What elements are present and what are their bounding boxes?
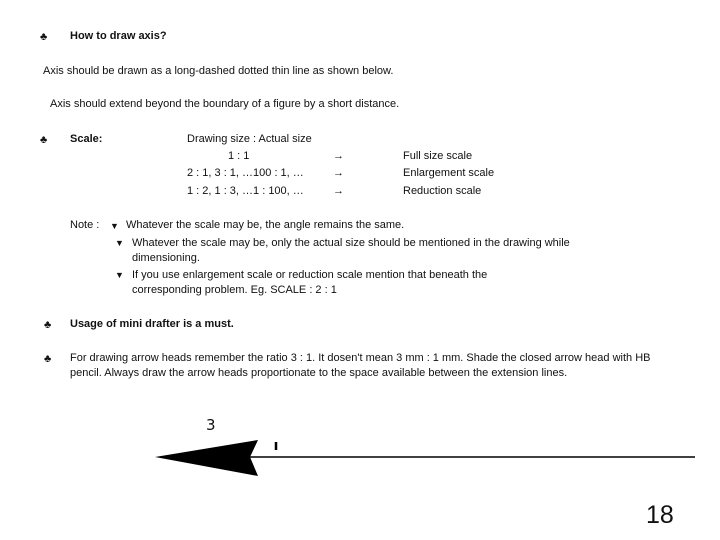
arrow-icon: → — [333, 150, 344, 162]
scale-ratio-full: 1 : 1 — [228, 150, 250, 162]
arrow-heads-text: For drawing arrow heads remember the ratio 3 : 1. It dosen't mean 3 mm : 1 mm. Shade the closed arrow head with HB pencil. Always draw the arrow heads proportionate to the space available between the extension lines. — [70, 352, 651, 379]
mini-drafter-text: Usage of mini drafter is a must. — [70, 318, 234, 330]
note-label: Note : — [70, 219, 100, 231]
scale-header: Drawing size : Actual size — [187, 133, 312, 145]
arrow-head-figure — [150, 430, 700, 490]
triangle-bullet-icon: ▼ — [115, 238, 124, 248]
note-item-1: Whatever the scale may be, the angle remains the same. — [126, 219, 405, 231]
axis-heading: How to draw axis? — [70, 30, 167, 42]
scale-label: Scale: — [70, 133, 103, 145]
triangle-bullet-icon: ▼ — [110, 221, 119, 231]
club-bullet-icon: ♣ — [40, 134, 48, 146]
note-item-3: If you use enlargement scale or reduction scale mention that beneath the corresponding problem. Eg. SCALE : 2 : 1 — [132, 269, 488, 296]
club-bullet-icon: ♣ — [40, 31, 48, 43]
arrow-icon: → — [333, 185, 344, 197]
scale-name-full: Full size scale — [403, 150, 473, 162]
scale-ratio-enlarge: 2 : 1, 3 : 1, …100 : 1, … — [187, 167, 304, 179]
scale-name-reduce: Reduction scale — [403, 185, 482, 197]
axis-line-1: Axis should be drawn as a long-dashed dotted thin line as shown below. — [43, 65, 394, 77]
arrow-icon: → — [333, 167, 344, 179]
axis-line-2: Axis should extend beyond the boundary of a figure by a short distance. — [50, 98, 400, 110]
closed-arrow-head — [155, 440, 258, 476]
scale-name-enlarge: Enlargement scale — [403, 167, 495, 179]
page-number: 18 — [646, 501, 674, 529]
note-item-2: Whatever the scale may be, only the actual size should be mentioned in the drawing while dimensioning. — [132, 237, 570, 264]
club-bullet-icon: ♣ — [44, 319, 52, 331]
scale-ratio-reduce: 1 : 2, 1 : 3, …1 : 100, … — [187, 185, 304, 197]
club-bullet-icon: ♣ — [44, 353, 52, 365]
triangle-bullet-icon: ▼ — [115, 270, 124, 280]
figure-ratio-label: 3 — [206, 416, 216, 434]
